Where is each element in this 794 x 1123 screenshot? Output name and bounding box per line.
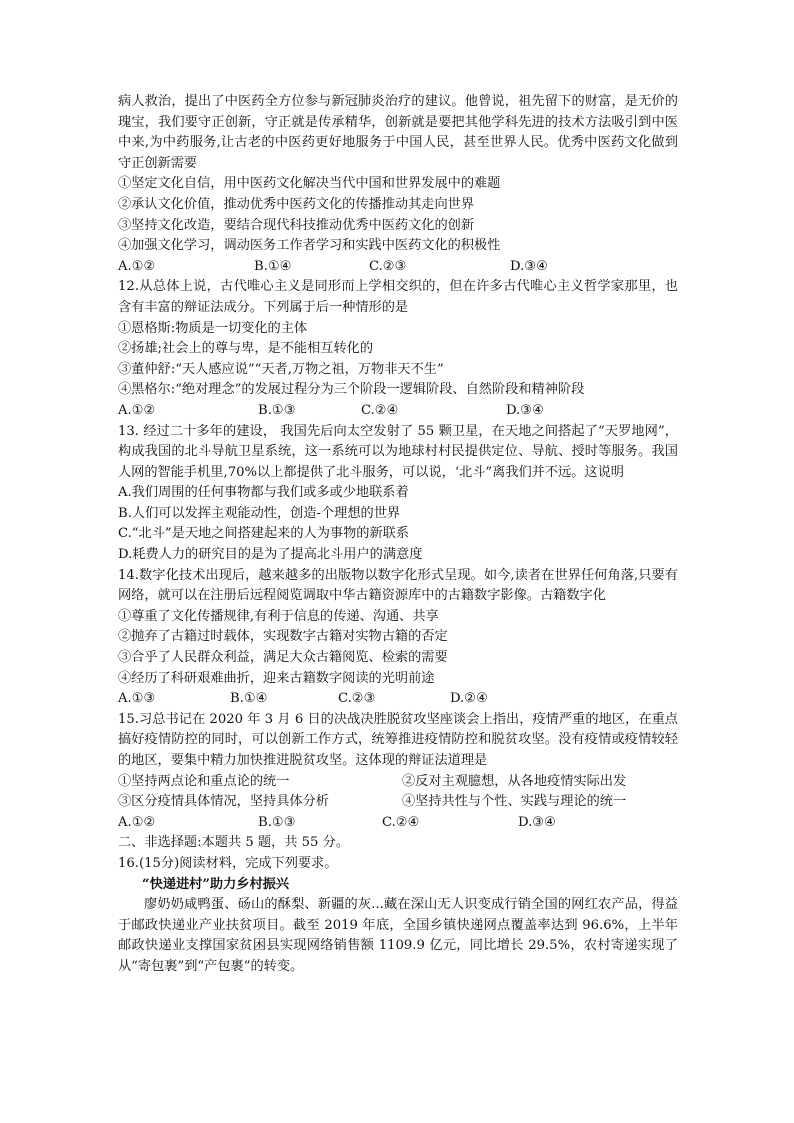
- q12-item-1: ①恩格斯:物质是一切变化的主体: [118, 320, 308, 336]
- q15-options: [118, 813, 678, 834]
- q15-item-3: ③区分疫情具体情况，坚持具体分析: [118, 794, 329, 810]
- q11-option-c: C.②③: [369, 258, 407, 274]
- q11-option-d: D.③④: [510, 258, 548, 274]
- q13-stem: [118, 422, 678, 484]
- q16-material: [118, 895, 678, 977]
- q13-option-d: D.耗费人力的研究目的是为了提高北斗用户的满意度: [118, 547, 423, 563]
- intro-paragraph: 病人救治，提出了中医药全方位参与新冠肺炎治疗的建议。他曾说，祖先留下的财富，是无价的瑰宝，我们要守正创新，守正就是传承精华，创新就是要把其他学科先进的技术方法吸引到中医中来,为中药服务,让古老的中医药更好地服务于中国人民，甚至世界人民。优秀中医药文化做到守正创新需要: [118, 94, 678, 171]
- q14-option-c: C.②③: [338, 691, 376, 707]
- q11-option-a: A.①②: [118, 258, 156, 274]
- q12-option-a: A.①②: [118, 402, 156, 418]
- q11-item-3: ③坚持文化改造，要结合现代科技推动优秀中医药文化的创新: [118, 217, 475, 233]
- q16-paragraph: 廖奶奶咸鸭蛋、砀山的酥梨、新疆的灰...藏在深山无人识变成行销全国的网红农产品，得益于邮政快递业产业扶贫项目。截至 2019 年底，全国乡镇快递网点覆盖率达到 96.6%，上半年邮政快递业支撑国家贫困县实现网络销售额 1109.9 亿元，同比增长 29.5%，农村寄递实现了从“寄包裹”到“产包裹”的转变。: [118, 897, 678, 974]
- q14-option-d: D.②④: [450, 691, 488, 707]
- q12-options: [118, 401, 678, 422]
- q15-items-row-2: [118, 792, 678, 813]
- q13-option-c: C.“北斗”是天地之间搭建起来的人为事物的新联系: [118, 526, 410, 542]
- q15-stem: [118, 710, 678, 772]
- q13-stem-text: 13. 经过二十多年的建设， 我国先后向太空发射了 55 颗卫星，在天地之间搭起了“天罗地网”，构成我国的北斗导航卫星系统，这一系统可以为地球村村民提供定位、导航、授时等服务。我国人网的智能手机里,70%以上都提供了北斗服务，可以说，‘北斗”离我们并不远。这说明: [118, 423, 678, 480]
- q12-item-4: ④黑格尔:“绝对理念”的发展过程分为三个阶段一逻辑阶段、自然阶段和精神阶段: [118, 382, 585, 398]
- q11-item-2: ②承认文化价值，推动优秀中医药文化的传播推动其走向世界: [118, 196, 475, 212]
- q15-item-1: ①坚持两点论和重点论的统一: [118, 773, 290, 789]
- q15-option-c: C.②④: [382, 814, 420, 830]
- q11-material: [118, 92, 678, 174]
- section-2-heading: 二、非选择题:本题共 5 题，共 55 分。: [118, 835, 350, 851]
- q15-option-a: A.①②: [118, 814, 156, 830]
- q15-items-row-1: [118, 772, 678, 793]
- q12-item-3: ③董仲舒:“天人感应说”“天者,万物之祖，万物非天不生”: [118, 361, 444, 377]
- q14-options: [118, 689, 678, 710]
- q12-option-c: C.②④: [361, 402, 399, 418]
- q11-options: [118, 257, 678, 278]
- q15-stem-text: 15.习总书记在 2020 年 3 月 6 日的决战决胜脱贫攻坚座谈会上指出，疫情严重的地区，在重点搞好疫情防控的同时，可以创新工作方式，统筹推进疫情防控和脱贫攻坚。没有疫情或疫情较轻的地区，要集中精力加快推进脱贫攻坚。这体现的辩证法道理是: [118, 711, 678, 768]
- q14-item-1: ①尊重了文化传播规律,有利于信息的传递、沟通、共享: [118, 608, 439, 624]
- q14-stem-text: 14.数字化技术出现后，越来越多的出版物以数字化形式呈现。如今,读者在世界任何角落,只要有网络，就可以在注册后远程阅览调取中华古籍资源库中的古籍数字影像。古籍数字化: [118, 567, 678, 604]
- q15-item-4: ④坚持共性与个性、实践与理论的统一: [402, 794, 627, 810]
- q12-option-d: D.③④: [506, 402, 544, 418]
- q15-option-d: D.③④: [518, 814, 556, 830]
- q12-item-2: ②扬雄;社会上的尊与卑，是不能相互转化的: [118, 341, 374, 357]
- q12-stem-text: 12.从总体上说，古代唯心主义是同形而上学相交织的，但在许多古代唯心主义哲学家那里，也含有丰富的辩证法成分。下列属于后一种情形的是: [118, 279, 678, 315]
- q12-option-b: B.①③: [258, 402, 296, 418]
- q14-option-b: B.①④: [230, 691, 268, 707]
- q16-material-title: “快递进村”助力乡村振兴: [142, 876, 290, 892]
- q12-items: [118, 319, 678, 401]
- q14-item-3: ③合乎了人民群众利益，满足大众古籍阅览、检索的需要: [118, 650, 448, 666]
- q11-item-4: ④加强文化学习，调动医务工作者学习和实践中医药文化的积极性: [118, 238, 501, 254]
- q14-item-4: ④经历了科研艰难曲折，迎来古籍数字阅读的光明前途: [118, 670, 435, 686]
- q11-item-1: ①坚定文化自信，用中医药文化解决当代中国和世界发展中的难题: [118, 176, 501, 192]
- q16-stem: 16.(15分)阅读材料，完成下列要求。: [118, 855, 338, 871]
- q12-stem: [118, 277, 678, 318]
- q13-option-a: A.我们周围的任何事物都与我们或多或少地联系着: [118, 485, 409, 501]
- q11-items: [118, 174, 678, 256]
- q14-items: [118, 607, 678, 689]
- q13-options: [118, 483, 678, 565]
- q15-option-b: B.①③: [258, 814, 296, 830]
- q11-option-b: B.①④: [254, 258, 292, 274]
- exam-page: [118, 92, 678, 978]
- q15-item-2: ②反对主观臆想，从各地疫情实际出发: [402, 773, 627, 789]
- q14-item-2: ②抛弃了古籍过时载体，实现数字古籍对实物古籍的否定: [118, 629, 448, 645]
- q13-option-b: B.人们可以发挥主观能动性，创造-个理想的世界: [118, 505, 401, 521]
- q14-option-a: A.①③: [118, 691, 156, 707]
- q14-stem: [118, 566, 678, 607]
